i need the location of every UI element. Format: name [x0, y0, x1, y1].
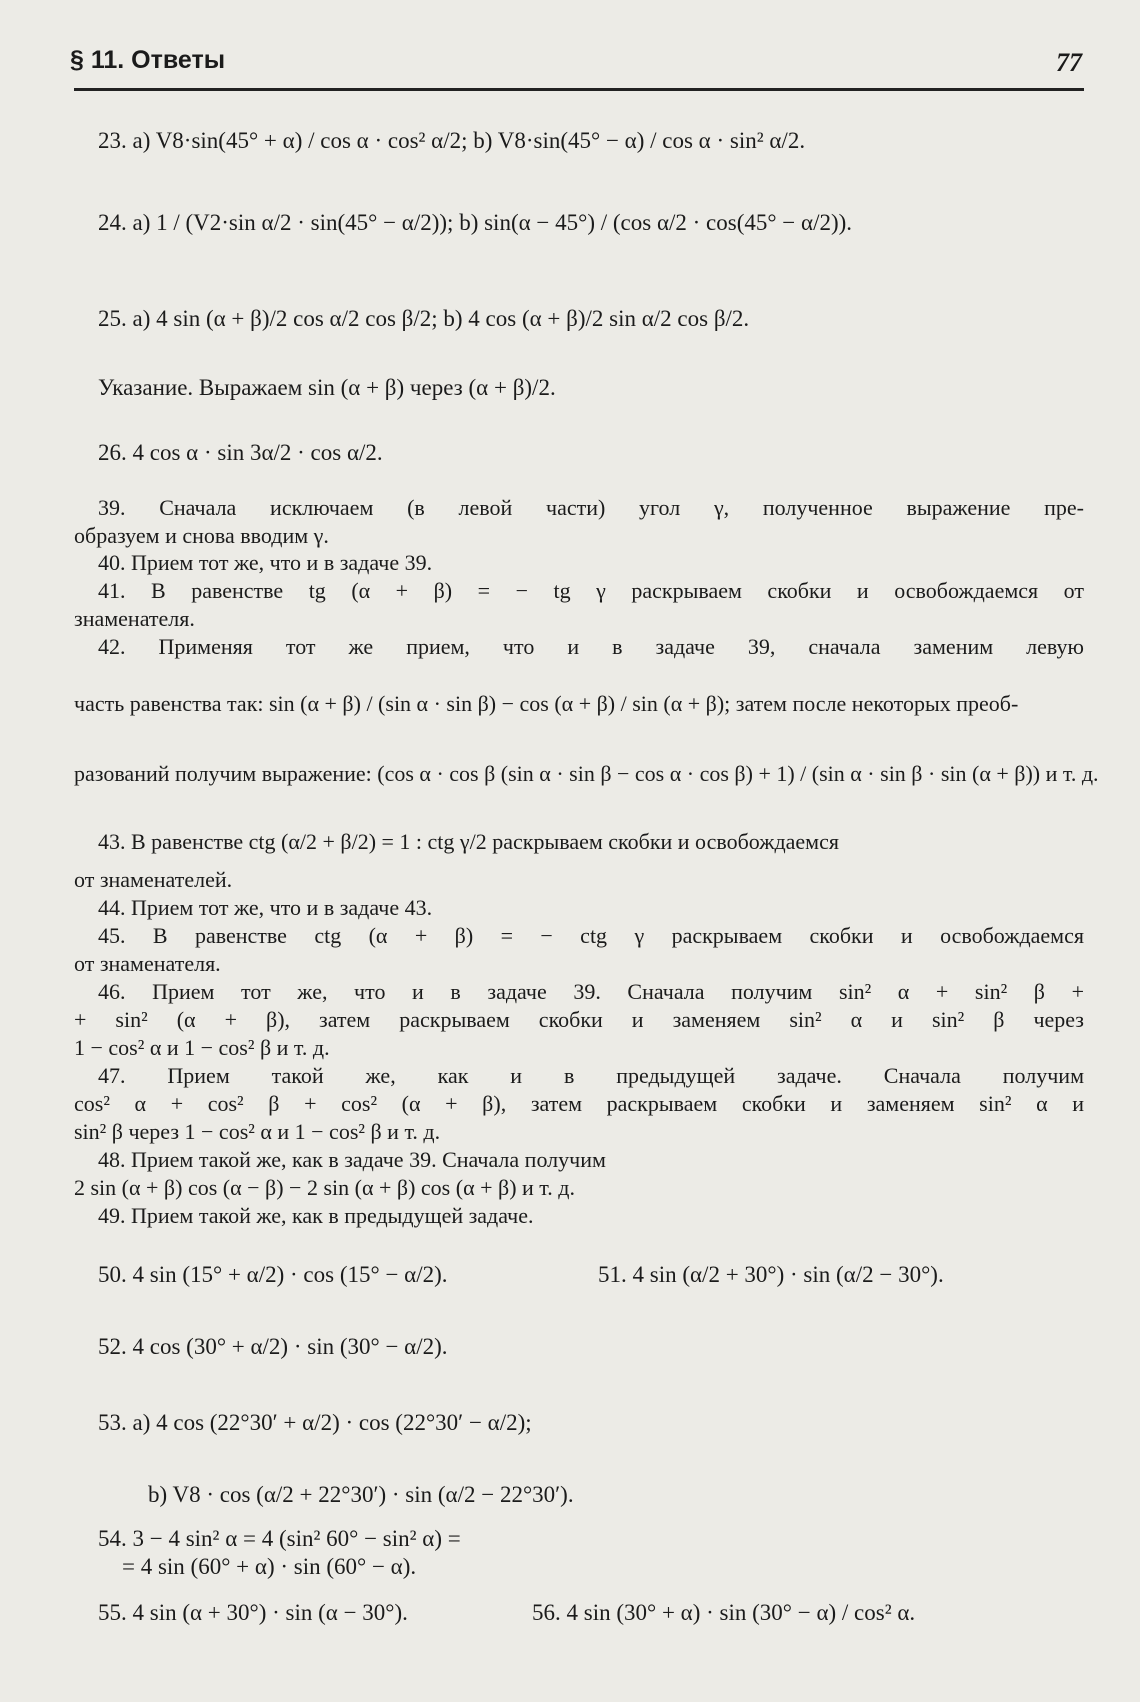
- answer-25: 25. a) 4 sin (α + β)/2 cos α/2 cos β/2; b) 4 cos (α + β)/2 sin α/2 cos β/2.: [98, 306, 750, 331]
- header-rule: [74, 88, 1084, 91]
- text-42-b: часть равенства так: sin (α + β) / (sin α · sin β) − cos (α + β) / sin (α + β); затем после некоторых преоб-: [74, 691, 1019, 716]
- answer-26: 26. 4 cos α · sin 3α/2 · cos α/2.: [98, 440, 383, 465]
- text-46-b: + sin² (α + β), затем раскрываем скобки и заменяем sin² α и sin² β через: [74, 1007, 1084, 1032]
- text-48-a: 48. Прием такой же, как в задаче 39. Сначала получим: [98, 1147, 606, 1172]
- answer-52: 52. 4 cos (30° + α/2) · sin (30° − α/2).: [98, 1334, 448, 1359]
- text-45-b: от знаменателя.: [74, 951, 221, 976]
- text-49: 49. Прием такой же, как в предыдущей задаче.: [98, 1203, 534, 1228]
- answer-56: 56. 4 sin (30° + α) · sin (30° − α) / cos² α.: [532, 1600, 916, 1625]
- text-39-a: 39. Сначала исключаем (в левой части) угол γ, полученное выражение пре-: [98, 495, 1084, 520]
- text-44: 44. Прием тот же, что и в задаче 43.: [98, 895, 433, 920]
- text-46-c: 1 − cos² α и 1 − cos² β и т. д.: [74, 1035, 330, 1060]
- text-45-a: 45. В равенстве ctg (α + β) = − ctg γ раскрываем скобки и освобождаемся: [98, 923, 1084, 948]
- answer-53-a: 53. a) 4 cos (22°30′ + α/2) · cos (22°30′ − α/2);: [98, 1410, 532, 1435]
- text-46-a: 46. Прием тот же, что и в задаче 39. Сначала получим sin² α + sin² β +: [98, 979, 1084, 1004]
- section-header: § 11. Ответы: [70, 46, 226, 74]
- text-47-a: 47. Прием такой же, как и в предыдущей задаче. Сначала получим: [98, 1063, 1084, 1088]
- text-42-a: 42. Применяя тот же прием, что и в задаче 39, сначала заменим левую: [98, 634, 1084, 659]
- text-41-a: 41. В равенстве tg (α + β) = − tg γ раскрываем скобки и освобождаемся от: [98, 578, 1084, 603]
- answer-24: 24. a) 1 / (V2·sin α/2 · sin(45° − α/2)); b) sin(α − 45°) / (cos α/2 · cos(45° − α/2)).: [98, 210, 853, 235]
- text-47-b: cos² α + cos² β + cos² (α + β), затем раскрываем скобки и заменяем sin² α и: [74, 1091, 1084, 1116]
- page-number: 77: [1056, 48, 1082, 77]
- answer-53-b: b) V8 · cos (α/2 + 22°30′) · sin (α/2 − 22°30′).: [148, 1482, 574, 1507]
- answer-50: 50. 4 sin (15° + α/2) · cos (15° − α/2).: [98, 1262, 448, 1287]
- text-43-b: от знаменателей.: [74, 867, 233, 892]
- text-39-b: образуем и снова вводим γ.: [74, 523, 329, 548]
- text-42-c: разований получим выражение: (cos α · cos β (sin α · sin β − cos α · cos β) + 1) / (sin α · sin β · sin (α + β)) и т. д.: [74, 761, 1099, 786]
- answer-55: 55. 4 sin (α + 30°) · sin (α − 30°).: [98, 1600, 408, 1625]
- text-41-b: знаменателя.: [74, 606, 195, 631]
- text-47-c: sin² β через 1 − cos² α и 1 − cos² β и т. д.: [74, 1119, 441, 1144]
- answer-54-a: 54. 3 − 4 sin² α = 4 (sin² 60° − sin² α) =: [98, 1526, 461, 1551]
- answer-54-b: = 4 sin (60° + α) · sin (60° − α).: [122, 1554, 417, 1579]
- answer-51: 51. 4 sin (α/2 + 30°) · sin (α/2 − 30°).: [598, 1262, 944, 1287]
- text-40: 40. Прием тот же, что и в задаче 39.: [98, 550, 433, 575]
- hint-25: Указание. Выражаем sin (α + β) через (α + β)/2.: [98, 375, 556, 400]
- text-43-a: 43. В равенстве ctg (α/2 + β/2) = 1 : ctg γ/2 раскрываем скобки и освобождаемся: [98, 829, 839, 854]
- text-48-b: 2 sin (α + β) cos (α − β) − 2 sin (α + β) cos (α + β) и т. д.: [74, 1175, 575, 1200]
- answer-23: 23. a) V8·sin(45° + α) / cos α · cos² α/2; b) V8·sin(45° − α) / cos α · sin² α/2.: [98, 128, 806, 153]
